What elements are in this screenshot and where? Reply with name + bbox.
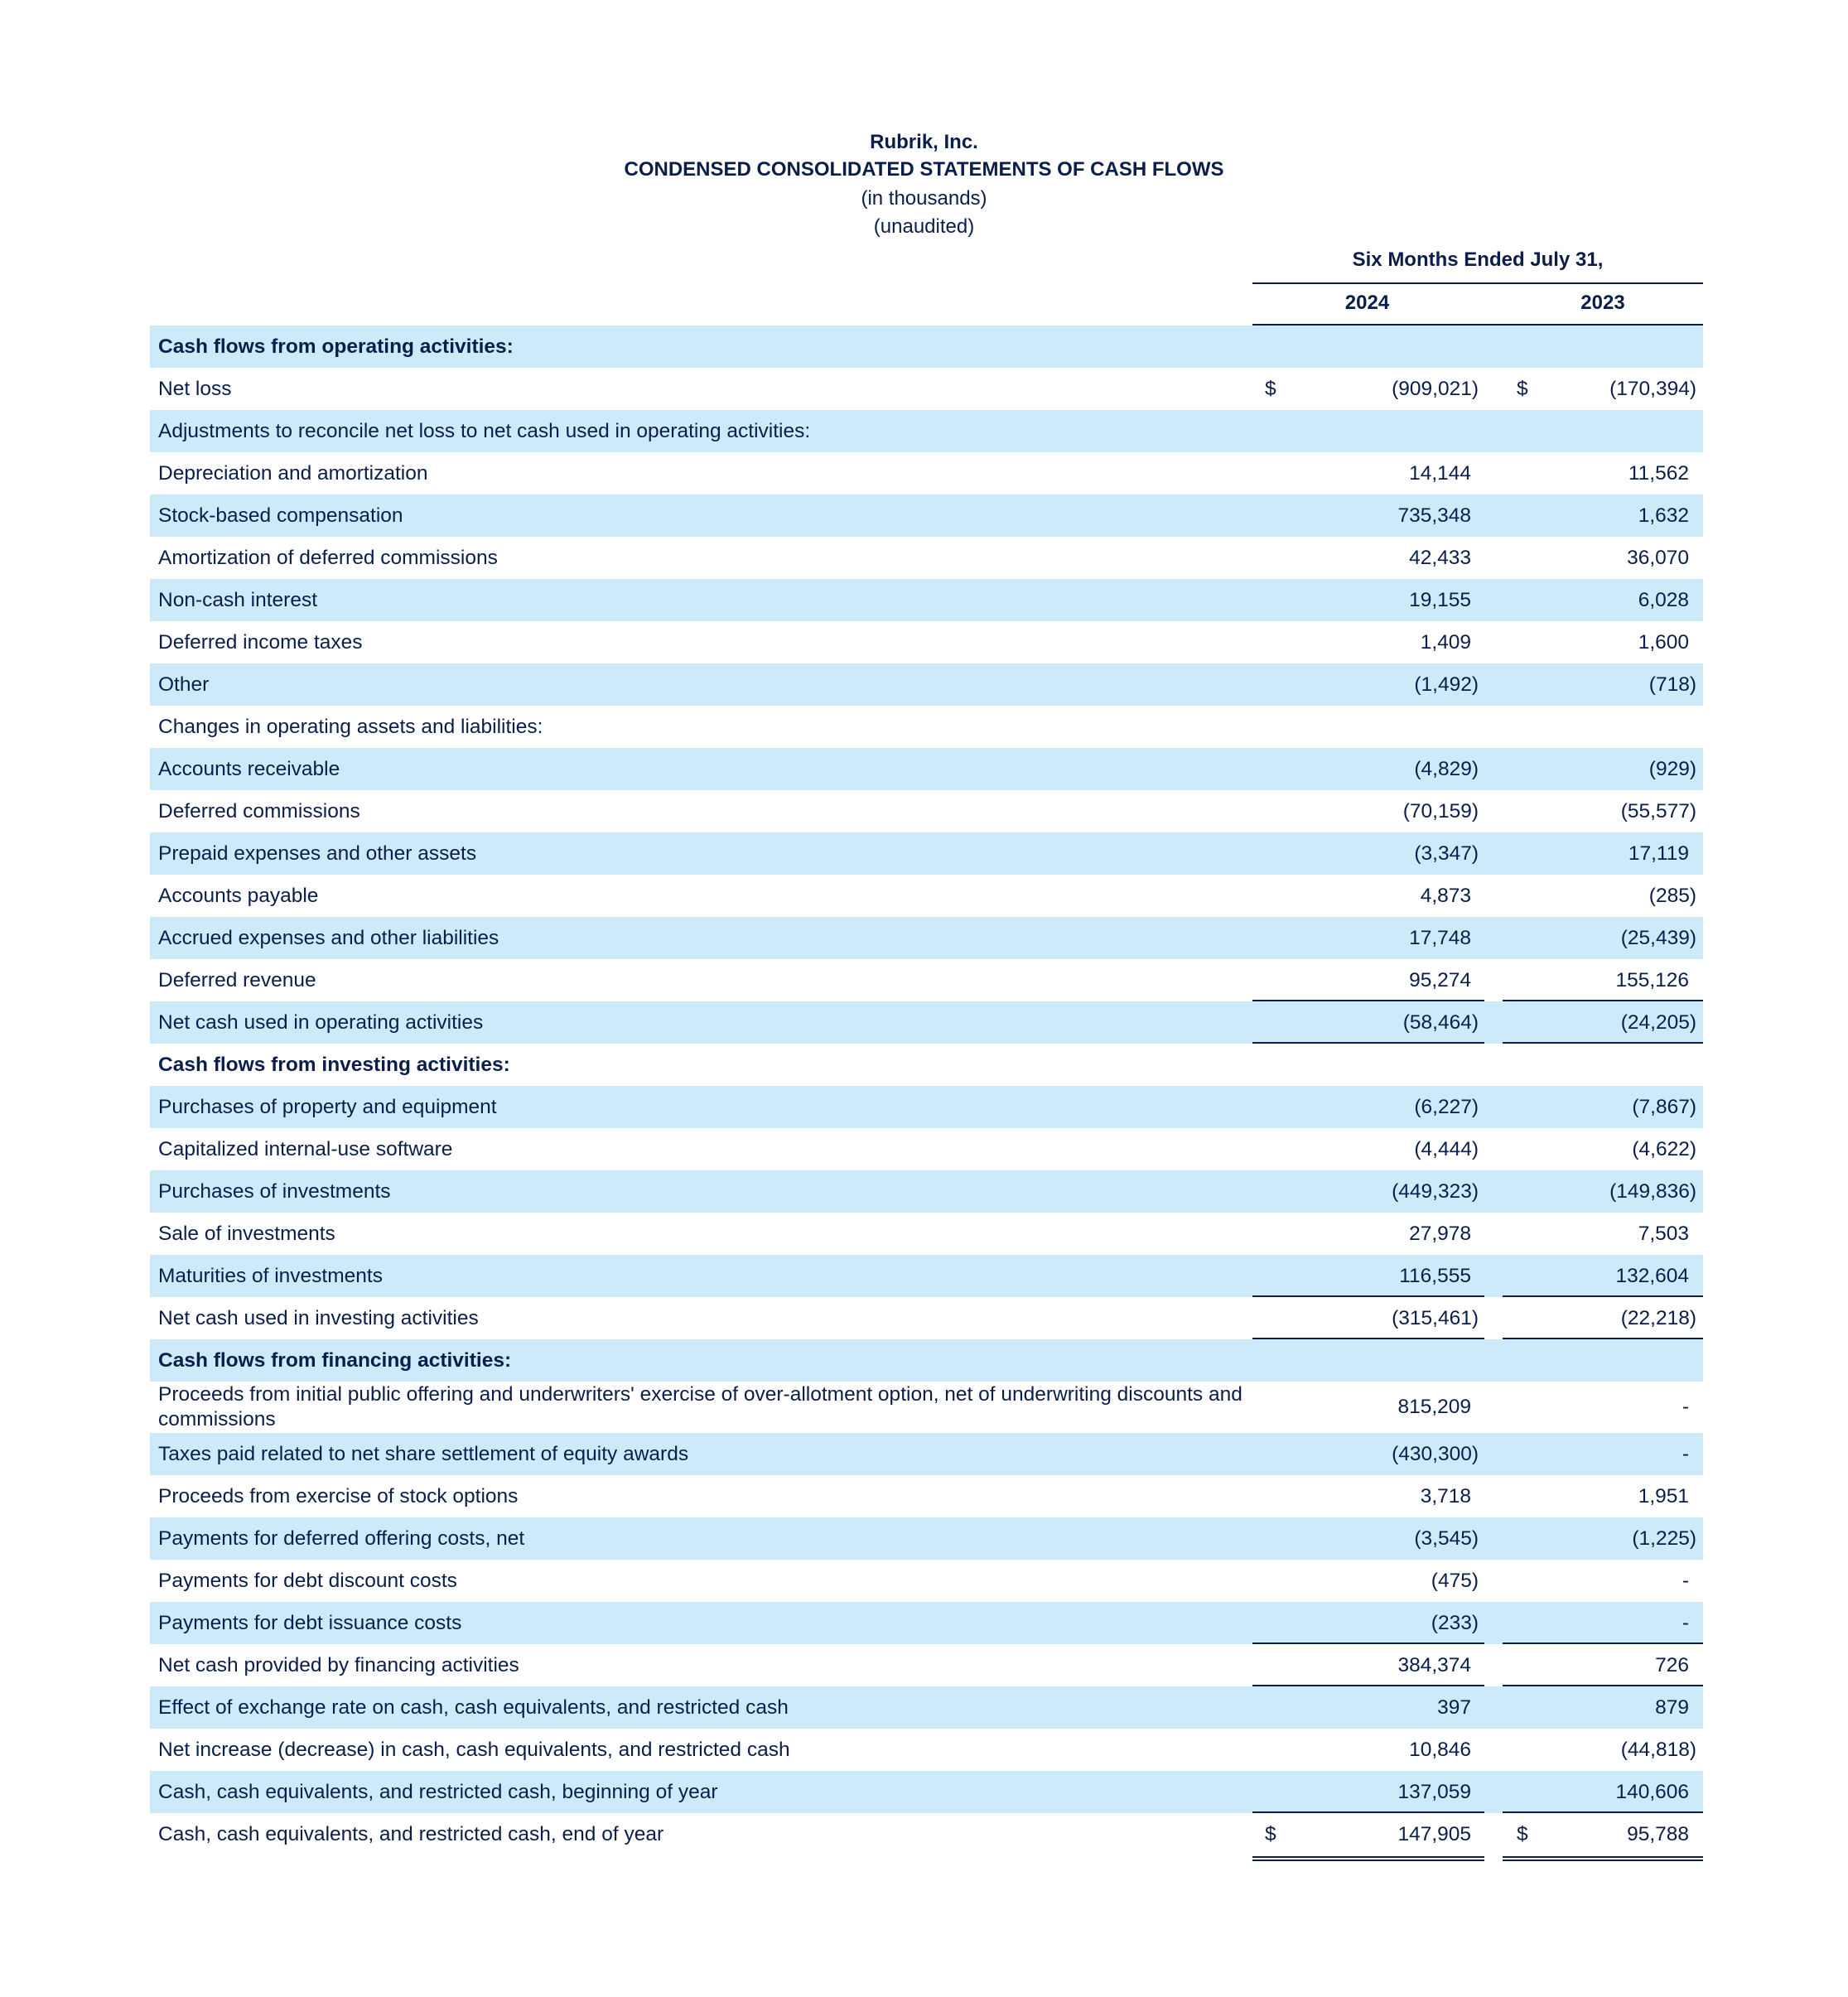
row-label: Accrued expenses and other liabilities: [158, 926, 499, 949]
currency-symbol: $: [1517, 1822, 1528, 1845]
row-label: Capitalized internal-use software: [158, 1137, 453, 1160]
table-row: [150, 832, 1703, 875]
value-2023: (929): [1648, 757, 1696, 780]
value-2023: (44,818): [1620, 1738, 1696, 1761]
row-label: Payments for debt issuance costs: [158, 1611, 462, 1634]
value-2024: 17,748: [1409, 926, 1471, 949]
row-label: Maturities of investments: [158, 1264, 383, 1287]
value-2024: (6,227): [1414, 1095, 1479, 1118]
row-label: Adjustments to reconcile net loss to net cash used in operating activities:: [158, 419, 811, 442]
double-total-rule: [1252, 1860, 1484, 1861]
row-label: Accounts payable: [158, 884, 319, 907]
value-2024: 384,374: [1397, 1653, 1471, 1676]
table-row: [150, 579, 1703, 621]
value-2024: 10,846: [1409, 1738, 1471, 1761]
row-label: Net cash used in investing activities: [158, 1306, 479, 1329]
row-label: Payments for debt discount costs: [158, 1569, 457, 1592]
value-2023: 6,028: [1638, 588, 1689, 611]
table-row: [150, 875, 1703, 917]
value-2024: 19,155: [1409, 588, 1471, 611]
value-2023: 95,788: [1627, 1822, 1689, 1845]
value-2023: -: [1682, 1569, 1689, 1592]
row-label: Purchases of investments: [158, 1179, 391, 1203]
value-2023: 1,632: [1638, 504, 1689, 527]
row-label: Cash flows from financing activities:: [158, 1348, 512, 1372]
table-row: [150, 494, 1703, 537]
value-2024: 137,059: [1397, 1780, 1471, 1803]
value-2024: (3,347): [1414, 842, 1479, 865]
value-2024: 14,144: [1409, 461, 1471, 485]
table-row: [150, 1255, 1703, 1297]
statement-title: CONDENSED CONSOLIDATED STATEMENTS OF CASH FLOWS: [624, 158, 1224, 181]
table-row: [150, 1339, 1703, 1382]
double-total-rule: [1252, 1856, 1484, 1858]
value-2023: 36,070: [1627, 546, 1689, 569]
value-2024: 397: [1437, 1696, 1471, 1719]
value-2024: 815,209: [1397, 1396, 1471, 1418]
table-row: [150, 410, 1703, 452]
row-label: Other: [158, 673, 210, 696]
row-label: Net cash used in operating activities: [158, 1011, 484, 1034]
value-2023: -: [1682, 1442, 1689, 1465]
table-row: [150, 1170, 1703, 1213]
year-2024-header: 2024: [1344, 292, 1390, 314]
value-2024: (1,492): [1414, 673, 1479, 696]
table-row: [150, 959, 1703, 1001]
row-label: Cash, cash equivalents, and restricted cash, end of year: [158, 1822, 664, 1845]
value-2024: (3,545): [1414, 1527, 1479, 1550]
table-row: [150, 1475, 1703, 1517]
row-label: Proceeds from exercise of stock options: [158, 1484, 519, 1507]
table-row: [150, 621, 1703, 663]
value-2024: (4,444): [1414, 1137, 1479, 1160]
value-2023: 17,119: [1628, 842, 1689, 865]
table-row: [150, 1128, 1703, 1170]
table-row: [150, 1001, 1703, 1044]
table-row: [150, 706, 1703, 748]
value-2023: -: [1682, 1396, 1689, 1418]
row-label: Payments for deferred offering costs, net: [158, 1527, 525, 1550]
value-2023: (7,867): [1632, 1095, 1696, 1118]
table-row: [150, 1297, 1703, 1339]
row-label: Cash, cash equivalents, and restricted cash, beginning of year: [158, 1780, 718, 1803]
currency-symbol: $: [1265, 1822, 1276, 1845]
table-row: [150, 917, 1703, 959]
table-row: [150, 1433, 1703, 1475]
row-label: Non-cash interest: [158, 588, 318, 611]
audit-note: (unaudited): [873, 215, 975, 238]
value-2023: (285): [1648, 884, 1696, 907]
value-2024: 3,718: [1420, 1484, 1471, 1507]
value-2023: (718): [1648, 673, 1696, 696]
value-2024: 147,905: [1397, 1822, 1471, 1845]
table-row: [150, 1771, 1703, 1813]
table-row: [150, 790, 1703, 832]
period-header: Six Months Ended July 31,: [1352, 248, 1604, 271]
value-2024: (909,021): [1392, 377, 1479, 400]
period-rule: [1252, 282, 1703, 284]
value-2024: 42,433: [1409, 546, 1471, 569]
row-label: Net increase (decrease) in cash, cash equivalents, and restricted cash: [158, 1738, 790, 1761]
row-label: Effect of exchange rate on cash, cash equivalents, and restricted cash: [158, 1696, 789, 1719]
value-2023: 1,951: [1638, 1484, 1689, 1507]
value-2024: (475): [1431, 1569, 1479, 1592]
table-row: [150, 748, 1703, 790]
row-label: Changes in operating assets and liabilities:: [158, 715, 543, 738]
double-total-rule: [1503, 1860, 1703, 1861]
value-2023: (24,205): [1620, 1011, 1696, 1034]
value-2024: (315,461): [1392, 1306, 1479, 1329]
value-2024: (58,464): [1402, 1011, 1479, 1034]
double-total-rule: [1503, 1856, 1703, 1858]
table-row: [150, 1644, 1703, 1686]
value-2024: (4,829): [1414, 757, 1479, 780]
row-label: Cash flows from investing activities:: [158, 1053, 510, 1076]
row-label: Deferred commissions: [158, 799, 360, 822]
value-2024: (449,323): [1392, 1179, 1479, 1203]
currency-symbol: $: [1517, 377, 1528, 400]
row-label: Accounts receivable: [158, 757, 340, 780]
row-label: Proceeds from initial public offering and underwriters' exercise of over-allotment option, net of underwriting discounts and commissions: [158, 1383, 1242, 1430]
value-2023: (1,225): [1632, 1527, 1696, 1550]
row-label: Purchases of property and equipment: [158, 1095, 497, 1118]
row-label: Prepaid expenses and other assets: [158, 842, 477, 865]
value-2024: (233): [1431, 1611, 1479, 1634]
table-row: [150, 452, 1703, 494]
table-row: [150, 663, 1703, 706]
year-2023-header: 2023: [1580, 292, 1625, 314]
value-2024: 1,409: [1420, 630, 1471, 654]
row-label: Net loss: [158, 377, 232, 400]
table-row: [150, 1813, 1703, 1855]
value-2024: 95,274: [1409, 968, 1471, 991]
table-row: [150, 1044, 1703, 1086]
company-name: Rubrik, Inc.: [870, 131, 978, 153]
row-label: Sale of investments: [158, 1222, 335, 1245]
row-label: Stock-based compensation: [158, 504, 403, 527]
row-label: Depreciation and amortization: [158, 461, 428, 485]
value-2023: 132,604: [1615, 1264, 1689, 1287]
row-label: Net cash provided by financing activities: [158, 1653, 519, 1676]
row-label: Cash flows from operating activities:: [158, 335, 514, 358]
value-2024: 116,555: [1399, 1264, 1471, 1287]
value-2023: (170,394): [1609, 377, 1696, 400]
value-2023: (4,622): [1632, 1137, 1696, 1160]
value-2023: (149,836): [1609, 1179, 1696, 1203]
table-row: [150, 1686, 1703, 1729]
value-2023: 7,503: [1638, 1222, 1689, 1245]
table-row: [150, 1517, 1703, 1560]
value-2023: 140,606: [1615, 1780, 1689, 1803]
value-2024: (430,300): [1392, 1442, 1479, 1465]
value-2023: 11,562: [1628, 461, 1689, 485]
table-row: [150, 537, 1703, 579]
row-label: Taxes paid related to net share settlement of equity awards: [158, 1442, 689, 1465]
value-2024: (70,159): [1402, 799, 1479, 822]
row-label: Amortization of deferred commissions: [158, 546, 498, 569]
row-label: Deferred income taxes: [158, 630, 363, 654]
table-row: [150, 1729, 1703, 1771]
value-2024: 4,873: [1420, 884, 1471, 907]
value-2024: 735,348: [1397, 504, 1471, 527]
table-row: [150, 1086, 1703, 1128]
table-row: [150, 1560, 1703, 1602]
value-2023: 1,600: [1638, 630, 1689, 654]
currency-symbol: $: [1265, 377, 1276, 400]
value-2023: 879: [1655, 1696, 1689, 1719]
table-row: [150, 326, 1703, 368]
value-2023: (22,218): [1620, 1306, 1696, 1329]
value-2023: (55,577): [1620, 799, 1696, 822]
cash-flow-table: [150, 326, 1703, 1855]
value-2023: -: [1682, 1611, 1689, 1634]
value-2023: 726: [1655, 1653, 1689, 1676]
table-row: [150, 1602, 1703, 1644]
value-2024: 27,978: [1409, 1222, 1471, 1245]
table-row: [150, 1382, 1703, 1433]
value-2023: (25,439): [1620, 926, 1696, 949]
units-note: (in thousands): [861, 187, 987, 210]
table-row: [150, 368, 1703, 410]
value-2023: 155,126: [1615, 968, 1689, 991]
table-row: [150, 1213, 1703, 1255]
row-label: Deferred revenue: [158, 968, 316, 991]
